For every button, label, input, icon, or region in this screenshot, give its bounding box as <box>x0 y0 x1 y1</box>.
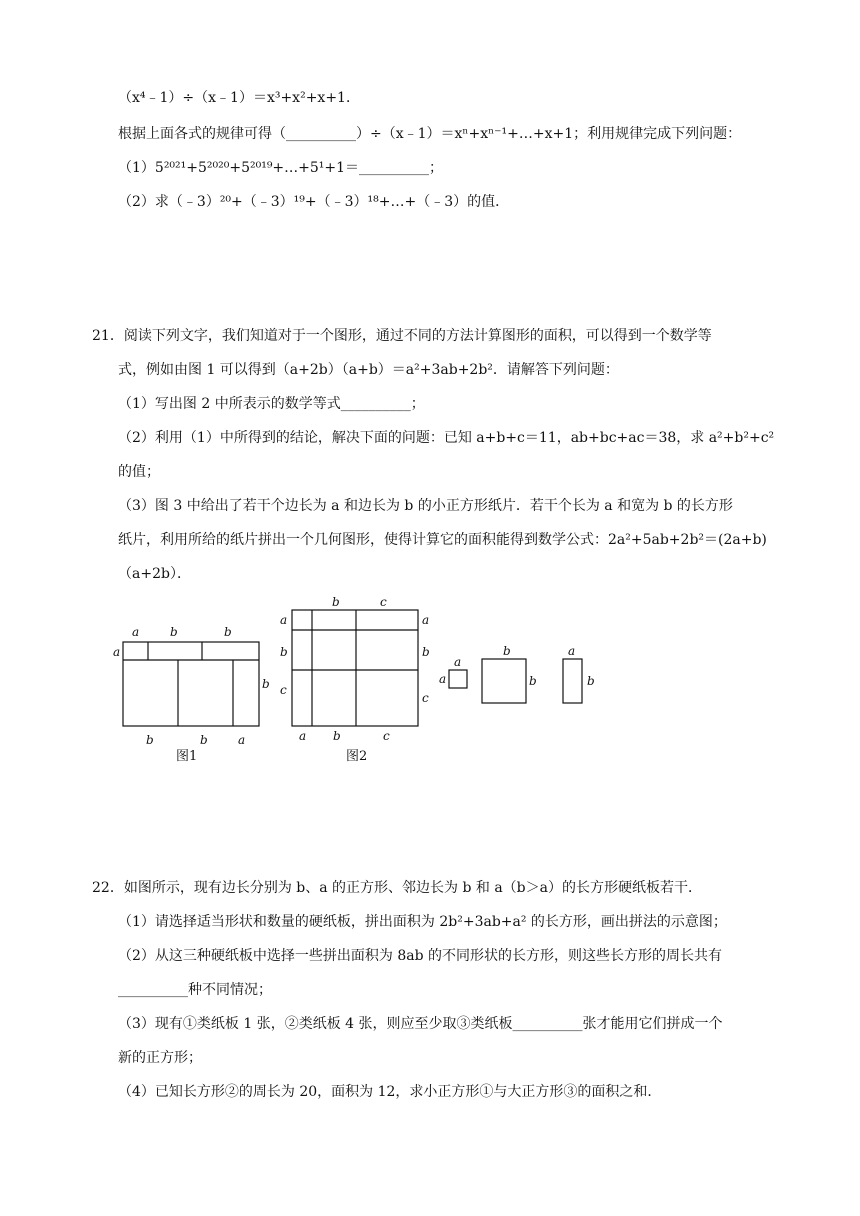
q22-line-1: 22．如图所示，现有边长分别为 b、a 的正方形、邻边长为 b 和 a（b＞a）的长方形硬纸板若干． <box>92 880 702 896</box>
fig3-big-square <box>482 659 526 703</box>
fig1-top-label: b <box>170 625 178 639</box>
fig1-right-label: b <box>262 677 270 691</box>
q20-part-1: （1）5²⁰²¹+5²⁰²⁰+5²⁰¹⁹+…+5¹+1＝__________； <box>118 160 444 176</box>
fig1-top-label: b <box>224 625 232 639</box>
q21-part-3: （3）图 3 中给出了若干个边长为 a 和边长为 b 的小正方形纸片．若干个长为 a 和宽为 b 的长方形 <box>118 498 733 514</box>
fig2-outline <box>292 610 418 726</box>
fig1-caption: 图1 <box>176 749 198 764</box>
q21-part-3-cont: 纸片，利用所给的纸片拼出一个几何图形，使得计算它的面积能得到数学公式：2a²+5ab+2b²＝(2a+b) <box>118 532 767 548</box>
fig2-left-label: c <box>280 683 287 697</box>
fig3-rectangle-top: a <box>568 644 576 658</box>
fig2-left-label: b <box>280 645 288 659</box>
fig1-top-label: a <box>132 625 140 639</box>
fig2-bottom-label: b <box>333 729 341 743</box>
q20-part-2: （2）求（﹣3）²⁰+（﹣3）¹⁹+（﹣3）¹⁸+…+（﹣3）的值． <box>118 194 510 210</box>
fig2-bottom-label: c <box>383 729 390 743</box>
fig2-right-label: c <box>422 691 429 705</box>
fig1-outline <box>123 642 259 726</box>
q21-part-2-cont: 的值； <box>118 464 160 480</box>
q21-line-2: 式，例如由图 1 可以得到（a+2b）（a+b）＝a²+3ab+2b²．请解答下列问题： <box>118 362 619 378</box>
fig2-right-label: a <box>422 613 430 627</box>
fig3-rectangle <box>563 659 582 703</box>
q22-part-2: （2）从这三种硬纸板中选择一些拼出面积为 8ab 的不同形状的长方形，则这些长方形的周长共有 <box>118 948 723 964</box>
fig2-left-label: a <box>280 613 288 627</box>
fig1-bottom-label: a <box>238 733 246 747</box>
figure-3 <box>436 640 606 720</box>
figure-1 <box>108 618 278 766</box>
fig3-small-square-side: a <box>439 672 447 686</box>
q21-line-1: 21．阅读下列文字，我们知道对于一个图形，通过不同的方法计算图形的面积，可以得到一个数学等 <box>92 328 712 344</box>
q21-part-3-end: （a+2b）． <box>118 566 191 582</box>
fig3-small-square-top: a <box>454 655 462 669</box>
fig2-top-label: b <box>332 595 340 609</box>
figure-2 <box>276 592 436 768</box>
q21-part-2: （2）利用（1）中所得到的结论，解决下面的问题：已知 a+b+c＝11，ab+bc+ac＝38，求 a²+b²+c² <box>118 430 775 446</box>
fig2-caption: 图2 <box>346 749 368 764</box>
q22-part-2-cont: __________种不同情况； <box>118 982 272 998</box>
q22-part-4: （4）已知长方形②的周长为 20，面积为 12，求小正方形①与大正方形③的面积之和． <box>118 1084 662 1100</box>
fig3-rectangle-side: b <box>587 674 595 688</box>
fig3-big-square-top: b <box>503 644 511 658</box>
q22-part-3-cont: 新的正方形； <box>118 1050 202 1066</box>
fig1-bottom-label: b <box>146 733 154 747</box>
q21-part-1: （1）写出图 2 中所表示的数学等式__________； <box>118 396 425 412</box>
fig1-bottom-label: b <box>200 733 208 747</box>
q20-line-2: 根据上面各式的规律可得（__________）÷（x﹣1）＝xⁿ+xⁿ⁻¹+…+x+1；利用规律完成下列问题： <box>118 126 742 142</box>
q20-line-1: （x⁴﹣1）÷（x﹣1）＝x³+x²+x+1． <box>118 90 360 106</box>
fig1-left-label: a <box>113 645 121 659</box>
fig3-small-square <box>449 670 467 688</box>
fig2-top-label: c <box>380 595 387 609</box>
fig3-big-square-side: b <box>529 674 537 688</box>
fig2-bottom-label: a <box>299 729 307 743</box>
q22-part-3: （3）现有①类纸板 1 张，②类纸板 4 张，则应至少取③类纸板__________张才能用它们拼成一个 <box>118 1016 723 1032</box>
q22-part-1: （1）请选择适当形状和数量的硬纸板，拼出面积为 2b²+3ab+a² 的长方形，画出拼法的示意图； <box>118 914 727 930</box>
fig2-right-label: b <box>422 645 430 659</box>
